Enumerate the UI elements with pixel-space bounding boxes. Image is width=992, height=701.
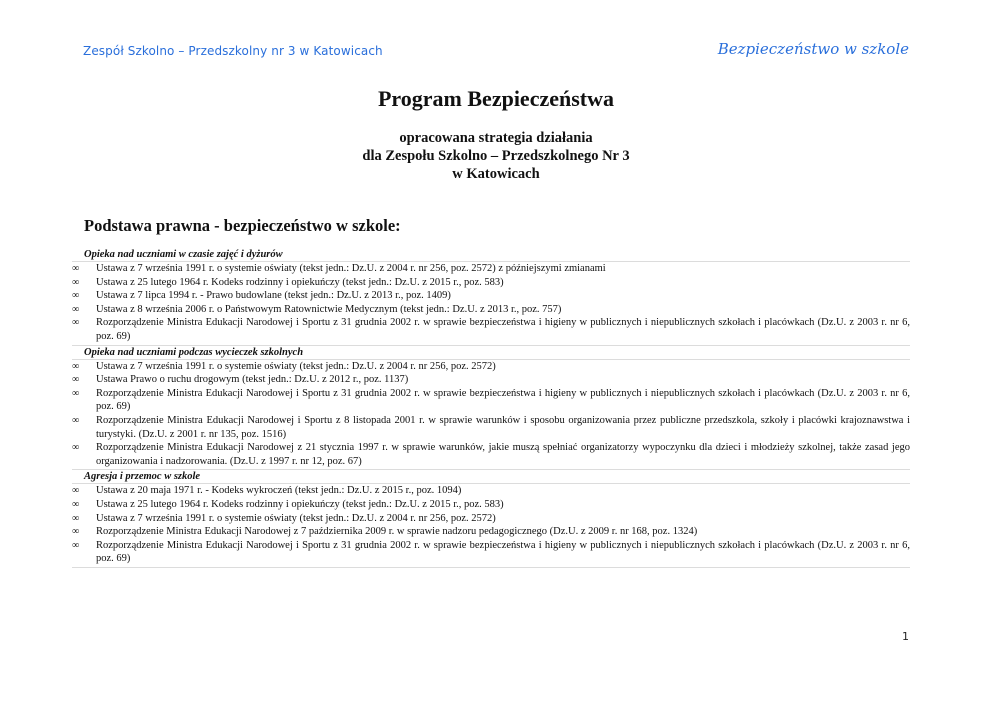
list-item <box>72 512 910 526</box>
subtitle-line: dla Zespołu Szkolno – Przedszkolnego Nr 3 <box>362 148 630 164</box>
list-item <box>72 373 910 387</box>
infinity-bullet-icon: ∞ <box>72 290 80 302</box>
list-item-text: Ustawa z 7 lipca 1994 r. - Prawo budowlane (tekst jedn.: Dz.U. z 2013 r., poz. 1409) <box>96 290 451 302</box>
subtitle-line: opracowana strategia działania <box>399 130 593 146</box>
list-item-text: Ustawa z 7 września 1991 r. o systemie oświaty (tekst jedn.: Dz.U. z 2004 r. nr 256, poz. 2572) <box>96 512 496 524</box>
header-topic: Bezpieczeństwo w szkole <box>717 40 909 58</box>
list-item-text: Rozporządzenie Ministra Edukacji Narodowej i Sportu z 8 listopada 2001 r. w sprawie warunków i sposobu organizowania przez publiczne przedszkola, szkoły i placówki krajoznawstwa i turystyki. (Dz.U. z 2001 r. nr 135, poz. 1516) <box>96 414 910 440</box>
list-item <box>72 525 910 539</box>
list-item-text: Ustawa z 25 lutego 1964 r. Kodeks rodzinny i opiekuńczy (tekst jedn.: Dz.U. z 2015 r., poz. 583) <box>96 498 504 510</box>
infinity-bullet-icon: ∞ <box>72 512 80 524</box>
list-item <box>72 539 910 566</box>
list-item <box>72 441 910 468</box>
list-item <box>72 484 910 498</box>
list-item <box>72 289 910 303</box>
list-item <box>72 316 910 343</box>
list-item-text: Rozporządzenie Ministra Edukacji Narodowej i Sportu z 31 grudnia 2002 r. w sprawie bezpieczeństwa i higieny w publicznych i niepublicznych szkołach i placówkach (Dz.U. z 2003 r. nr 6, poz. 69) <box>96 387 910 413</box>
legal-basis-list <box>72 248 910 568</box>
section-heading: Opieka nad uczniami w czasie zajęć i dyżurów <box>72 248 910 262</box>
list-item <box>72 262 910 276</box>
list-item <box>72 360 910 374</box>
legal-basis-heading: Podstawa prawna - bezpieczeństwo w szkole: <box>84 216 401 235</box>
list-item <box>72 303 910 317</box>
list-item <box>72 276 910 290</box>
infinity-bullet-icon: ∞ <box>72 374 80 386</box>
list-item-text: Ustawa z 7 września 1991 r. o systemie oświaty (tekst jedn.: Dz.U. z 2004 r. nr 256, poz. 2572) <box>96 360 496 372</box>
subtitle-line: w Katowicach <box>452 166 540 182</box>
list-item-text: Rozporządzenie Ministra Edukacji Narodowej z 7 października 2009 r. w sprawie nadzoru pedagogicznego (Dz.U. z 2009 r. nr 168, poz. 1324) <box>96 526 698 538</box>
list-item <box>72 387 910 414</box>
list-item-text: Ustawa z 7 września 1991 r. o systemie oświaty (tekst jedn.: Dz.U. z 2004 r. nr 256, poz. 2572) z późniejszymi zmianami <box>96 263 606 274</box>
list-item-text: Rozporządzenie Ministra Edukacji Narodowej i Sportu z 31 grudnia 2002 r. w sprawie bezpieczeństwa i higieny w publicznych i niepublicznych szkołach i placówkach (Dz.U. z 2003 r. nr 6, poz. 69) <box>96 317 910 342</box>
header-school-name: Zespół Szkolno – Przedszkolny nr 3 w Katowicach <box>83 44 383 58</box>
infinity-bullet-icon: ∞ <box>72 360 80 372</box>
infinity-bullet-icon: ∞ <box>72 317 80 329</box>
section-heading: Agresja i przemoc w szkole <box>72 469 910 484</box>
infinity-bullet-icon: ∞ <box>72 485 80 497</box>
infinity-bullet-icon: ∞ <box>72 442 80 454</box>
list-item-text: Rozporządzenie Ministra Edukacji Narodowej i Sportu z 31 grudnia 2002 r. w sprawie bezpieczeństwa i higieny w publicznych i niepublicznych szkołach i placówkach (Dz.U. z 2003 r. nr 6, poz. 69) <box>96 539 910 565</box>
page-number: 1 <box>902 630 909 643</box>
list-item-text: Ustawa z 8 września 2006 r. o Państwowym Ratownictwie Medycznym (tekst jedn.: Dz.U. z 2013 r., poz. 757) <box>96 303 562 315</box>
list-item-text: Ustawa Prawo o ruchu drogowym (tekst jedn.: Dz.U. z 2012 r., poz. 1137) <box>96 374 409 386</box>
infinity-bullet-icon: ∞ <box>72 526 80 538</box>
list-item-text: Ustawa z 20 maja 1971 r. - Kodeks wykroczeń (tekst jedn.: Dz.U. z 2015 r., poz. 1094) <box>96 485 462 497</box>
infinity-bullet-icon: ∞ <box>72 387 80 399</box>
infinity-bullet-icon: ∞ <box>72 263 80 274</box>
list-item-text: Ustawa z 25 lutego 1964 r. Kodeks rodzinny i opiekuńczy (tekst jedn.: Dz.U. z 2015 r., poz. 583) <box>96 276 504 288</box>
list-item-text: Rozporządzenie Ministra Edukacji Narodowej z 21 stycznia 1997 r. w sprawie warunków, jakie muszą spełniać organizatorzy wypoczynku dla dzieci i młodzieży szkolnej, także zasad jego organizowania i nadzorowania. (Dz.U. z 1997 r. nr 12, poz. 67) <box>96 442 910 467</box>
section-heading: Opieka nad uczniami podczas wycieczek szkolnych <box>72 345 910 360</box>
subtitle-block <box>0 129 992 183</box>
infinity-bullet-icon: ∞ <box>72 276 80 288</box>
infinity-bullet-icon: ∞ <box>72 498 80 510</box>
page-title: Program Bezpieczeństwa <box>377 86 615 111</box>
infinity-bullet-icon: ∞ <box>72 414 80 426</box>
infinity-bullet-icon: ∞ <box>72 539 80 551</box>
infinity-bullet-icon: ∞ <box>72 303 80 315</box>
list-item <box>72 414 910 441</box>
list-item <box>72 498 910 512</box>
section-divider <box>72 566 910 568</box>
